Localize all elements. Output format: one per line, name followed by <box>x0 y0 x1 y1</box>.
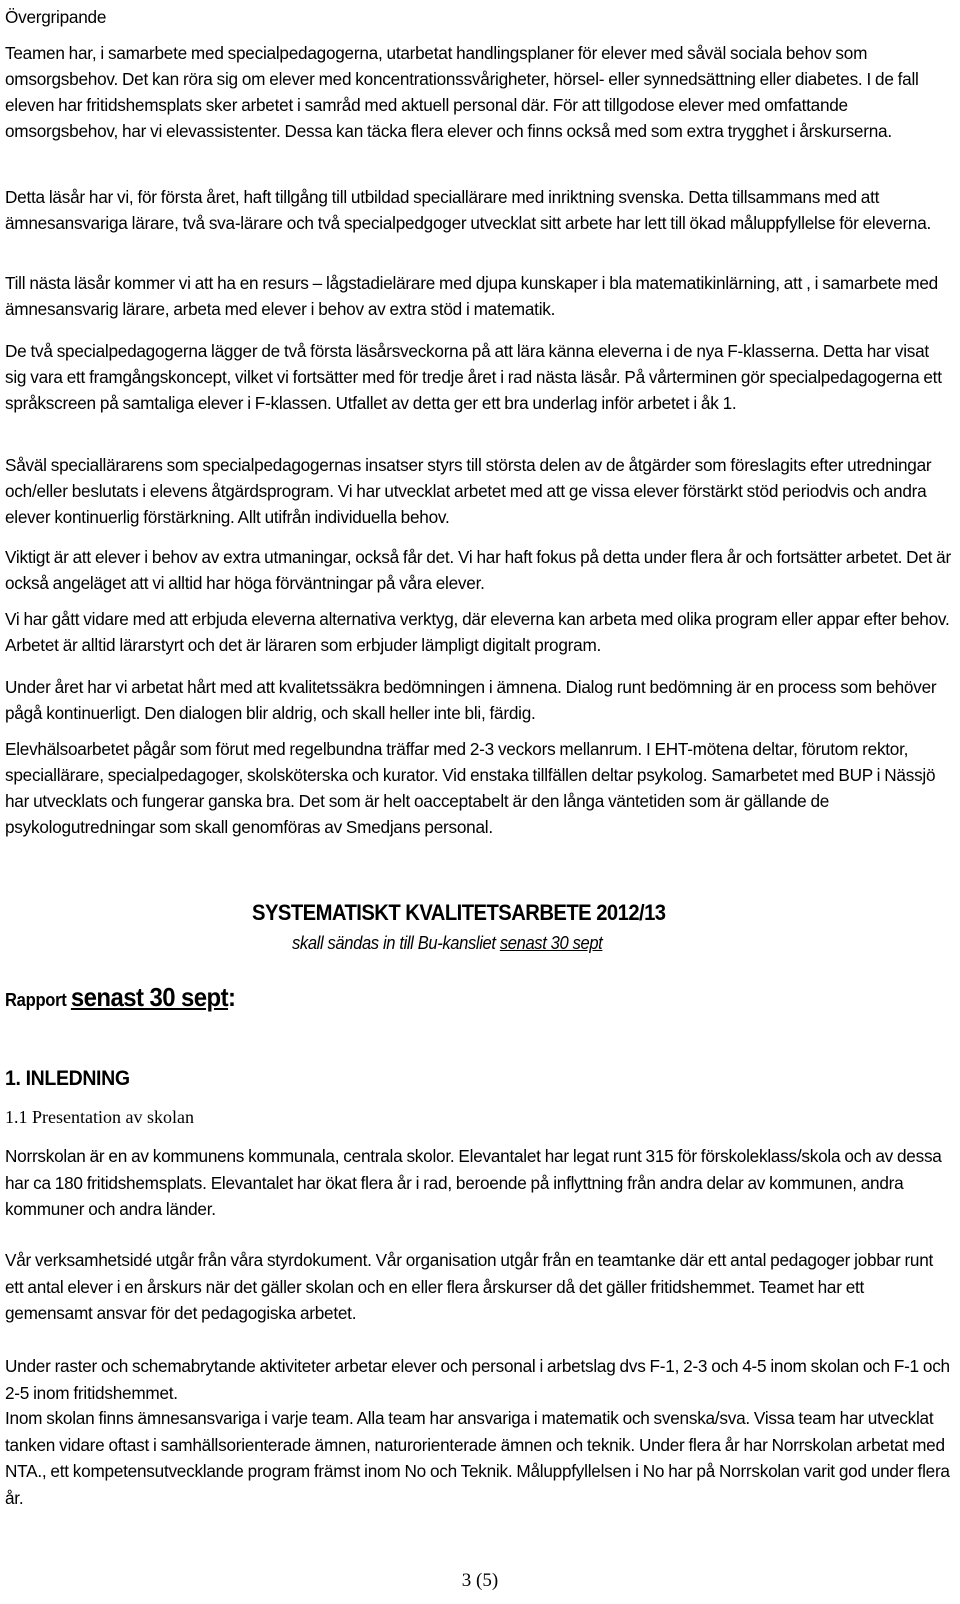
page-number: 3 (5) <box>461 1570 499 1591</box>
paragraph-specialpedagoger: De två specialpedagogerna lägger de två första läsårsveckorna på att lära känna eleverna i de nya F-klasserna. Detta har visat sig vara ett framgångskoncept, vilket vi fortsätter med för tredje året i rad nästa läsår. På vårterminen gör specialpedagogerna ett språkscreen på samtaliga elever i F-klassen. Utfallet av detta ger ett bra underlag inför arbetet i åk 1. <box>5 341 942 413</box>
paragraph-bedomning: Under året har vi arbetat hårt med att kvalitetssäkra bedömningen i ämnena. Dialog runt bedömning är en process som behöver pågå kontinuerligt. Den dialogen blir aldrig, och skall heller inte bli, färdig. <box>5 677 937 723</box>
paragraph-norrskolan: Norrskolan är en av kommunens kommunala, centrala skolor. Elevantalet har legat runt 315 för förskoleklass/skola och av dessa har ca 180 fritidshemsplats. Elevantalet har ökat flera år i rad, beroende på inflyttning från andra delar av kommunen, andra kommuner och andra länder. <box>5 1146 942 1219</box>
form-title: SYSTEMATISKT KVALITETSARBETE 2012/13 <box>252 900 666 925</box>
paragraph-insatser: Såväl speciallärarens som specialpedagogernas insatser styrs till största delen av de åtgärder som föreslagits efter utredningar och/eller beslutats i elevens åtgärdsprogram. Vi har utvecklat arbetet med att ge vissa elever förstärkt stöd periodvis och andra elever kontinuerlig förstärkning. Allt utifrån individuella behov. <box>5 455 932 527</box>
rapport-deadline-line <box>5 982 236 1013</box>
paragraph-verksamhetside: Vår verksamhetsidé utgår från våra styrdokument. Vår organisation utgår från en teamtanke där ett antal pedagoger jobbar runt ett antal elever i en årskurs när det gäller skolan och en eller flera årskurser då det gäller fritidshemmet. Teamet har ett gemensamt ansvar för det pedagogiska arbetet. <box>5 1250 934 1323</box>
paragraph-amnesansvariga: Inom skolan finns ämnesansvariga i varje team. Alla team har ansvariga i matematik och svenska/sva. Vissa team har utvecklat tanken vidare oftast i samhällsorienterade ämnen, naturorienterade ämnen och teknik. Under flera år har Norrskolan arbetat med NTA., ett kompetensutvecklande program främst inom No och Teknik. Måluppfyllelsen i No har på Norrskolan varit god under flera år. <box>5 1408 950 1508</box>
paragraph-raster: Under raster och schemabrytande aktiviteter arbetar elever och personal i arbetslag dvs F-1, 2-3 och 4-5 inom skolan och F-1 och 2-5 inom fritidshemmet. <box>5 1356 950 1403</box>
section-heading-overgripande: Övergripande <box>5 7 107 27</box>
rapport-label: Rapport <box>5 990 71 1010</box>
paragraph-alternativa-verktyg: Vi har gått vidare med att erbjuda eleverna alternativa verktyg, där eleverna kan arbeta med olika program eller appar efter behov. Arbetet är alltid lärarstyrt och det är läraren som erbjuder lämpligt digitalt program. <box>5 609 950 655</box>
paragraph-utmaningar: Viktigt är att elever i behov av extra utmaningar, också får det. Vi har haft fokus på detta under flera år och fortsätter arbetet. Det är också angeläget att vi alltid har höga förväntningar på våra elever. <box>5 547 951 593</box>
form-subtitle-text: skall sändas in till Bu-kansliet <box>292 933 500 953</box>
form-subtitle-deadline: senast 30 sept <box>499 933 603 953</box>
paragraph-elevhalsa: Elevhälsoarbetet pågår som förut med regelbundna träffar med 2-3 veckors mellanrum. I EHT-mötena deltar, förutom rektor, speciallärare, specialpedagoger, skolsköterska och kurator. Vid enstaka tillfällen deltar psykolog. Samarbetet med BUP i Nässjö har utvecklats och fungerar ganska bra. Det som är helt oacceptabelt är den långa väntetiden som är gällande de psykologutredningar som skall genomföras av Smedjans personal. <box>5 739 936 837</box>
rapport-colon: : <box>228 982 237 1012</box>
paragraph-speciallarare: Detta läsår har vi, för första året, haft tillgång till utbildad speciallärare med inriktning svenska. Detta tillsammans med att ämnesansvariga lärare, två sva-lärare och två specialpedgoger utvecklat sitt arbete har lett till ökad måluppfyllelse för eleverna. <box>5 187 932 233</box>
rapport-deadline: senast 30 sept <box>70 982 229 1012</box>
form-subtitle <box>292 933 602 954</box>
paragraph-handlingsplaner: Teamen har, i samarbete med specialpedagogerna, utarbetat handlingsplaner för elever med såväl sociala behov som omsorgsbehov. Det kan röra sig om elever med koncentrationssvårigheter, hörsel- eller synnedsättning eller diabetes. I de fall eleven har fritidshemsplats sker arbetet i samråd med aktuell personal där. För att tillgodose elever med omfattande omsorgsbehov, har vi elevassistenter. Dessa kan täcka flera elever och finns också med som extra trygghet i årskurserna. <box>5 43 919 141</box>
subsection-heading-presentation: 1.1 Presentation av skolan <box>5 1107 194 1127</box>
section-heading-inledning: 1. INLEDNING <box>5 1067 130 1090</box>
paragraph-nasta-lasar: Till nästa läsår kommer vi att ha en resurs – lågstadielärare med djupa kunskaper i bla matematikinlärning, att , i samarbete med ämnesansvarig lärare, arbeta med elever i behov av extra stöd i matematik. <box>5 273 938 319</box>
